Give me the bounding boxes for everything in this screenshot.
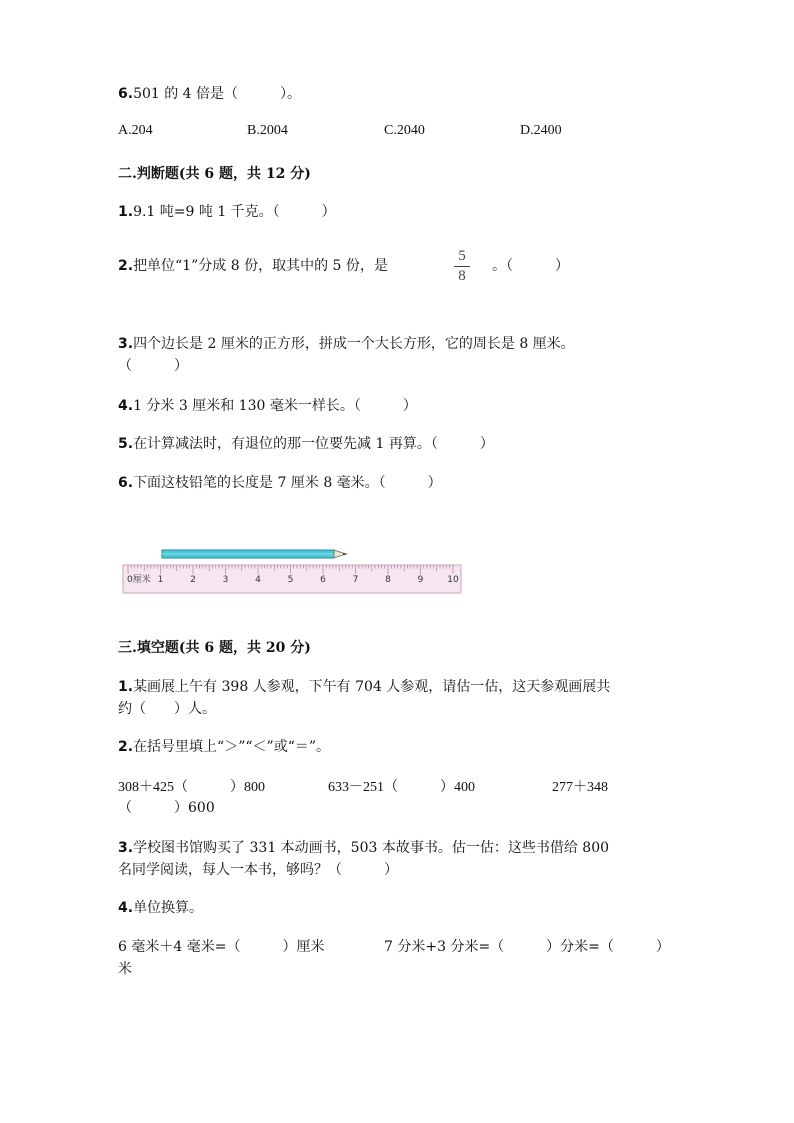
question-number: 2.	[118, 258, 134, 274]
compare-item-a: 308＋425（ ）800	[118, 780, 265, 795]
fraction-bar	[454, 266, 470, 267]
judge-question-2-tail: 。（ ）	[492, 258, 569, 274]
pencil-icon	[162, 550, 348, 558]
section-2-title: 二.判断题(共 6 题，共 12 分)	[118, 166, 311, 182]
fill-question-4	[118, 898, 203, 918]
ruler-number-label: 9	[417, 575, 424, 585]
question-text: 1 分米 3 厘米和 130 毫米一样长。（ ）	[133, 398, 417, 414]
question-number: 2.	[118, 739, 134, 755]
question-number: 6.	[118, 475, 134, 491]
fraction-5-8	[452, 248, 472, 285]
question-number: 1.	[118, 204, 134, 220]
question-text: 把单位“1”分成 8 份，取其中的 5 份，是	[133, 258, 388, 274]
judge-question-6	[118, 473, 442, 493]
ruler-number-label: 6	[320, 575, 326, 585]
fraction-numerator: 5	[458, 248, 466, 264]
ruler-number-label: 4	[255, 575, 261, 585]
pencil-ruler-figure	[118, 545, 468, 597]
question-text: 学校图书馆购买了 331 本动画书，503 本故事书。估一估：这些书借给 800	[133, 840, 610, 856]
question-text: 四个边长是 2 厘米的正方形，拼成一个大长方形，它的周长是 8 厘米。	[133, 336, 575, 352]
fill-question-2	[118, 737, 330, 757]
compare-item-b: 633－251（ ）400	[328, 780, 475, 795]
ruler-number-label: 10	[447, 575, 459, 585]
option-c[interactable]: C.2040	[384, 123, 425, 138]
question-number: 6.	[118, 86, 134, 102]
fraction-denominator: 8	[458, 268, 466, 284]
ruler-number-label: 1	[157, 575, 164, 585]
fill-question-1	[118, 677, 610, 697]
question-text: 下面这枝铅笔的长度是 7 厘米 8 毫米。（ ）	[133, 475, 442, 491]
unit-conversion-b: 7 分米+3 分米=（ ）分米=（ ）	[384, 939, 670, 955]
question-number: 3.	[118, 336, 134, 352]
question-number: 4.	[118, 398, 134, 414]
fill-question-1-cont: 约（ ）人。	[118, 701, 216, 717]
ruler	[123, 565, 461, 593]
judge-question-4	[118, 396, 417, 416]
ruler-number-label: 5	[287, 575, 294, 585]
compare-item-c-cont: （ ）600	[118, 800, 215, 816]
judge-question-3-cont: （ ）	[118, 358, 188, 374]
judge-question-1	[118, 202, 336, 222]
ruler-unit-label: 0厘米	[127, 575, 151, 585]
option-d[interactable]: D.2400	[520, 123, 562, 138]
section-3-title: 三.填空题(共 6 题，共 20 分)	[118, 640, 311, 656]
question-text: 单位换算。	[133, 900, 204, 916]
judge-question-3	[118, 334, 575, 354]
option-b[interactable]: B.2004	[247, 123, 288, 138]
question-number: 5.	[118, 436, 134, 452]
judge-question-2	[118, 256, 388, 276]
fill-question-3-cont: 名同学阅读，每人一本书，够吗？（ ）	[118, 862, 398, 878]
question-text: 某画展上午有 398 人参观，下午有 704 人参观，请估一估，这天参观画展共	[133, 679, 611, 695]
fill-question-3	[118, 838, 609, 858]
ruler-number-label: 7	[352, 575, 359, 585]
mc-question-6	[118, 84, 301, 104]
question-number: 1.	[118, 679, 134, 695]
question-text: 在括号里填上“＞”“＜”或“＝”。	[133, 739, 331, 755]
ruler-number-label: 2	[190, 575, 196, 585]
compare-item-c: 277＋348	[552, 780, 608, 795]
ruler-number-label: 3	[222, 575, 229, 585]
option-a[interactable]: A.204	[118, 123, 153, 138]
judge-question-5	[118, 434, 494, 454]
unit-conversion-b-cont: 米	[118, 961, 132, 977]
unit-conversion-a: 6 毫米＋4 毫米=（ ）厘米	[118, 939, 325, 955]
question-text: 9.1 吨=9 吨 1 千克。（ ）	[133, 204, 336, 220]
ruler-number-label: 8	[385, 575, 391, 585]
question-number: 4.	[118, 900, 134, 916]
question-text: 501 的 4 倍是（ ）。	[133, 86, 302, 102]
question-number: 3.	[118, 840, 134, 856]
question-text: 在计算减法时，有退位的那一位要先减 1 再算。（ ）	[133, 436, 494, 452]
